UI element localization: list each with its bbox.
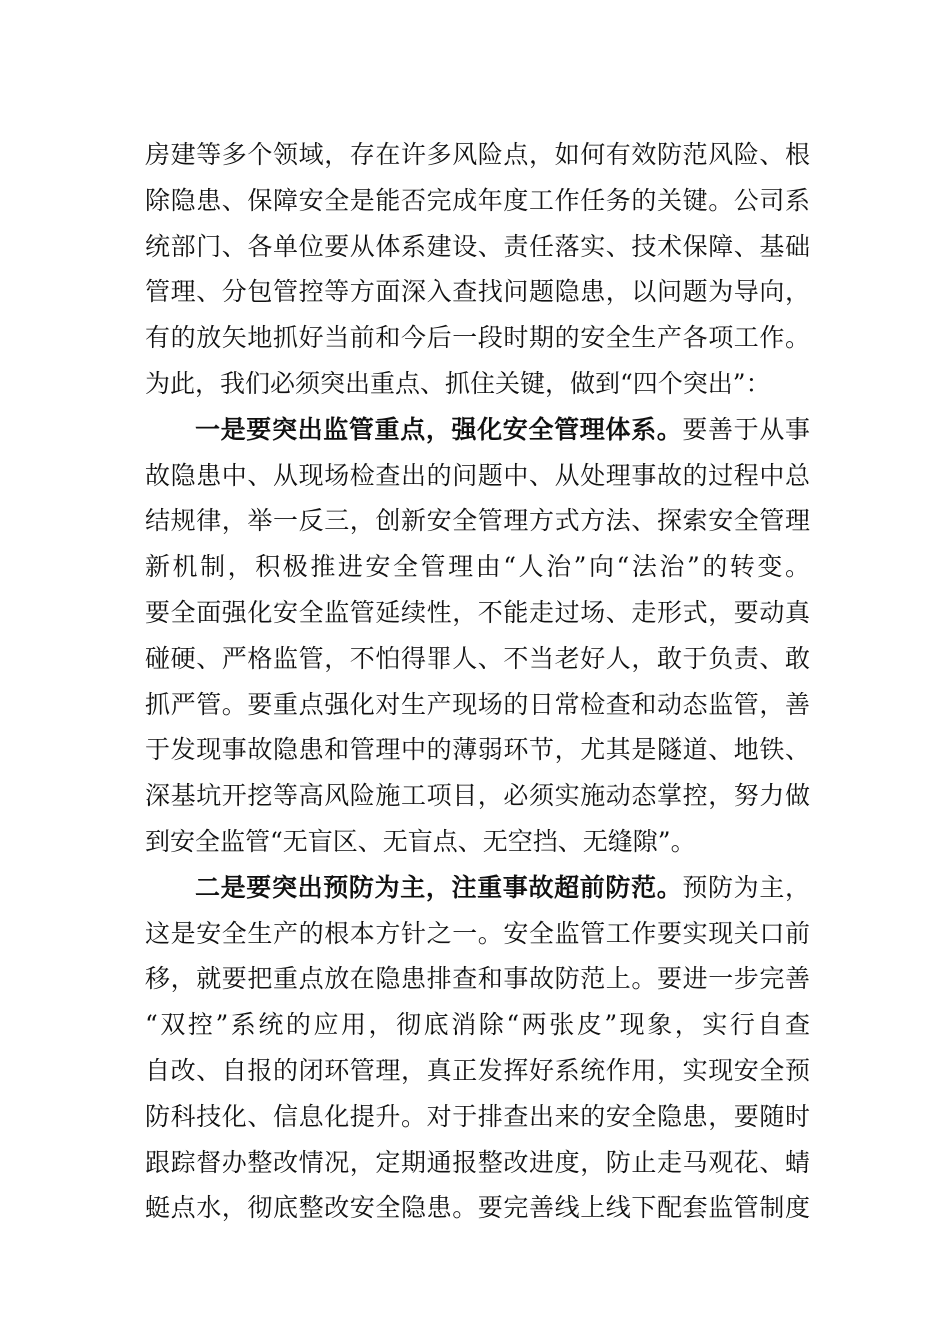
text-line: 抓严管。要重点强化对生产现场的日常检查和动态监管，善 bbox=[145, 689, 810, 719]
text-line: 移，就要把重点放在隐患排查和事故防范上。要进一步完善 bbox=[145, 964, 810, 994]
text-line: 自改、自报的闭环管理，真正发挥好系统作用，实现安全预 bbox=[145, 1055, 810, 1085]
paragraph-heading-line: 二是要突出预防为主，注重事故超前防范。预防为主， bbox=[195, 872, 810, 902]
text-line: 深基坑开挖等高风险施工项目，必须实施动态掌控，努力做 bbox=[145, 781, 810, 811]
text-line: 故隐患中、从现场检查出的问题中、从处理事故的过程中总 bbox=[145, 460, 810, 490]
text-line: 于发现事故隐患和管理中的薄弱环节，尤其是隧道、地铁、 bbox=[145, 735, 810, 765]
text-line: 有的放矢地抓好当前和今后一段时期的安全生产各项工作。 bbox=[145, 323, 810, 353]
text-line: 房建等多个领域，存在许多风险点，如何有效防范风险、根 bbox=[145, 140, 810, 169]
text-line: 蜓点水，彻底整改安全隐患。要完善线上线下配套监管制度 bbox=[145, 1193, 810, 1223]
text-line: 结规律，举一反三，创新安全管理方式方法、探索安全管理 bbox=[145, 506, 810, 536]
text-line: 为此，我们必须突出重点、抓住关键，做到“四个突出”： bbox=[145, 368, 771, 398]
text-line: 统部门、各单位要从体系建设、责任落实、技术保障、基础 bbox=[145, 231, 810, 261]
body-text bbox=[145, 132, 810, 1231]
text-line: 到安全监管“无盲区、无盲点、无空挡、无缝隙”。 bbox=[145, 826, 696, 856]
text-line: 管理、分包管控等方面深入查找问题隐患，以问题为导向， bbox=[145, 277, 810, 307]
paragraph-heading: 一是要突出监管重点，强化安全管理体系。 bbox=[195, 414, 683, 444]
text-line: “双控”系统的应用，彻底消除“两张皮”现象，实行自查 bbox=[145, 1010, 810, 1040]
paragraph-heading: 二是要突出预防为主，注重事故超前防范。 bbox=[195, 872, 683, 902]
text-line: 这是安全生产的根本方针之一。安全监管工作要实现关口前 bbox=[145, 918, 810, 948]
text-line: 除隐患、保障安全是能否完成年度工作任务的关键。公司系 bbox=[145, 185, 810, 215]
text-line: 防科技化、信息化提升。对于排查出来的安全隐患，要随时 bbox=[145, 1101, 810, 1131]
text-line: 跟踪督办整改情况，定期通报整改进度，防止走马观花、蜻 bbox=[145, 1147, 810, 1177]
text-line: 碰硬、严格监管，不怕得罪人、不当老好人，敢于负责、敢 bbox=[145, 643, 810, 673]
text-line: 要全面强化安全监管延续性，不能走过场、走形式，要动真 bbox=[145, 597, 810, 627]
paragraph-heading-line: 一是要突出监管重点，强化安全管理体系。要善于从事 bbox=[195, 414, 810, 444]
text-line: 新机制，积极推进安全管理由“人治”向“法治”的转变。 bbox=[145, 552, 810, 582]
